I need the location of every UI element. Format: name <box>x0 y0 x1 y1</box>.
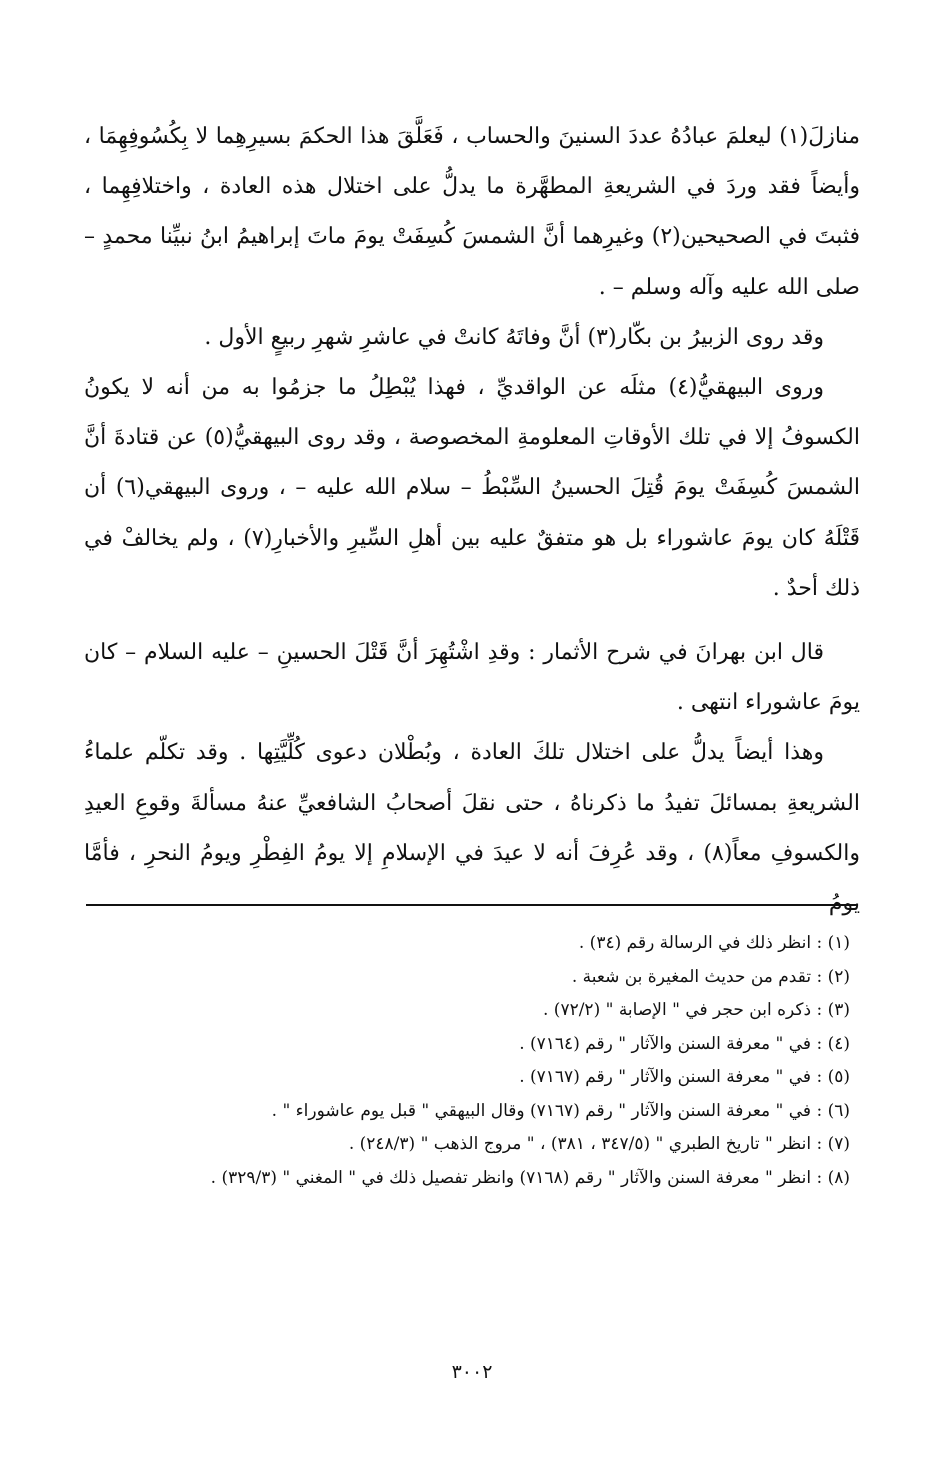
main-text <box>84 112 860 929</box>
footnote: (٣) : ذكره ابن حجر في " الإصابة " (٧٢/٢) . <box>542 1000 850 1020</box>
page-number: ٣٠٠٢ <box>451 1361 493 1383</box>
footnote: (٦) : في " معرفة السنن والآثار " رقم (٧١٦٧) وقال البيهقي " قبل يوم عاشوراء " . <box>271 1100 850 1121</box>
footnote: (٢) : تقدم من حديث المغيرة بن شعبة . <box>571 966 850 987</box>
footnote: (٨) : انظر " معرفة السنن والآثار " رقم (٧١٦٨) وانظر تفصيل ذلك في " المغني " (٣٢٩/٣) . <box>210 1167 850 1188</box>
paragraph: وقد روى الزبيرُ بن بكّار(٣) أنَّ وفاتَهُ كانتْ في عاشرِ شهرِ ربيعٍ الأول . <box>204 324 824 350</box>
footnote: (٧) : انظر " تاريخ الطبري " (٣٤٧/٥ ، ٣٨١) ، " مروج الذهب " (٢٤٨/٣) . <box>348 1134 850 1154</box>
paragraph: منازلَ(١) ليعلمَ عبادُهُ عددَ السنينَ والحساب ، فَعَلَّقَ هذا الحكمَ بسيرِهِما لا بِكُسُوفِهِمَا ، وأيضاً فقد وردَ في الشريعةِ المطهَّرة ما يدلُّ على اختلال هذه العادة ، واختلافِهِما ، فثبتَ في الصحيحين(٢) وغيرِهما أنَّ الشمسَ كُسِفَتْ يومَ ماتَ إبراهيمُ ابنُ نبيِّنا محمدٍ – صلى الله عليه وآله وسلم – . <box>84 124 860 300</box>
paragraph: وروى البيهقيُّ(٤) مثلَه عن الواقديِّ ، فهذا يُبْطِلُ ما جزمُوا به من أنه لا يكونُ الكسوفُ إلا في تلك الأوقاتِ المعلومةِ المخصوصة ، وقد روى البيهقيُّ(٥) عن قتادةَ أنَّ الشمسَ كُسِفَتْ يومَ قُتِلَ الحسينُ السِّبْطُ – سلام الله عليه – ، وروى البيهقي(٦) أن قَتْلَهُ كان يومَ عاشوراء بل هو متفقٌ عليه بين أهلِ السِّيرِ والأخبارِ(٧) ، ولم يخالفْ في ذلك أحدٌ . <box>84 375 861 601</box>
footnote-separator <box>86 904 858 906</box>
footnote: (٥) : في " معرفة السنن والآثار " رقم (٧١٦٧) . <box>519 1067 850 1087</box>
footnote: (٤) : في " معرفة السنن والآثار " رقم (٧١٦٤) . <box>519 1033 850 1054</box>
footnote: (١) : انظر ذلك في الرسالة رقم (٣٤) . <box>578 933 850 953</box>
paragraph: قال ابن بهرانَ في شرح الأثمار : وقدِ اشْتُهِرَ أنَّ قَتْلَ الحسينِ – عليه السلام – كان يومَ عاشوراء انتهى . <box>84 640 860 716</box>
paragraph: وهذا أيضاً يدلُّ على اختلال تلكَ العادة ، وبُطْلان دعوى كُلِّيَّتِها . وقد تكلّم علماءُ الشريعةِ بمسائلَ تفيدُ ما ذكرناهُ ، حتى نقلَ أصحابُ الشافعيِّ عنهُ مسألةَ وقوعِ العيدِ والكسوفِ معاً(٨) ، وقد عُرِفَ أنه لا عيدَ في الإسلامِ إلا يومُ الفِطْرِ ويومُ النحرِ ، فأمَّا يومُ <box>84 740 860 917</box>
footnotes <box>150 927 850 1195</box>
